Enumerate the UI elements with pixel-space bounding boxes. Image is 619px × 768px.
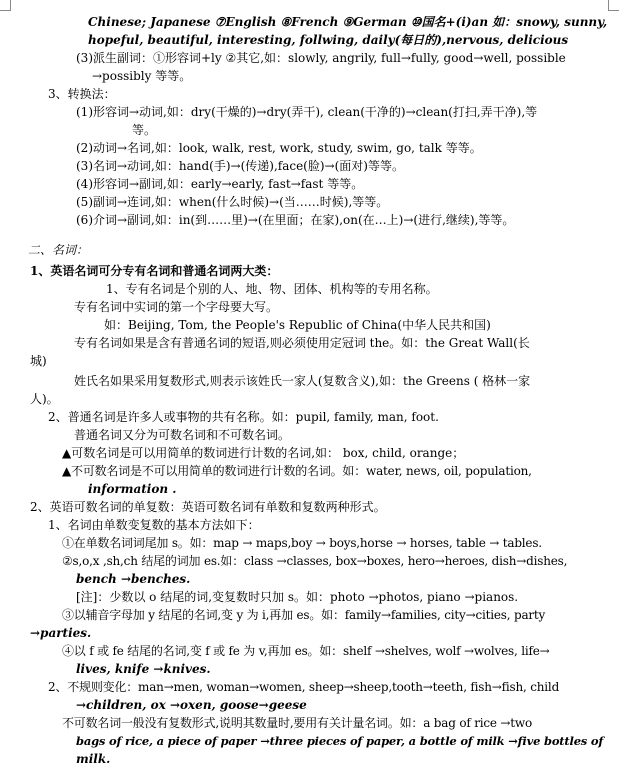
text-line: milk.	[76, 752, 111, 766]
text-line: Chinese; Japanese ⑦English ⑧French ⑨German ⑩国名+(i)an 如：snowy, sunny,	[88, 15, 608, 29]
text-line: 等。	[132, 123, 157, 137]
text-line: (2)动词→名词,如：look, walk, rest, work, study, swim, go, talk 等等。	[76, 141, 482, 155]
text-line: 普通名词又分为可数名词和不可数名词。	[74, 428, 291, 442]
text-line: 专有名词中实词的第一个字母要大写。	[74, 300, 279, 314]
text-line: information .	[88, 482, 177, 496]
section-heading-nouns: 二、名词：	[28, 243, 89, 257]
subheading: 1、英语名词可分专有名词和普通名词两大类：	[30, 264, 279, 278]
text-line: 1、名词由单数变复数的基本方法如下：	[48, 518, 260, 532]
text-line: 2、不规则变化：man→men, woman→women, sheep→sheep,tooth→teeth, fish→fish, child	[48, 680, 560, 694]
text-line: 不可数名词一般没有复数形式,说明其数量时,要用有关计量名词。如：a bag of rice →two	[62, 716, 532, 730]
text-line: →parties.	[30, 626, 92, 640]
text-line: →children, ox →oxen, goose→geese	[76, 698, 307, 712]
text-line: 城)	[30, 354, 47, 368]
text-line: ②s,o,x ,sh,ch 结尾的词加 es.如：class →classes, box→boxes, hero→heroes, dish→dishes,	[62, 554, 568, 568]
text-line: 如：Beijing, Tom, the People's Republic of China(中华人民共和国)	[104, 318, 491, 332]
text-line: ▲可数名词是可以用简单的数词进行计数的名词,如： box, child, orange；	[62, 446, 465, 460]
text-line: 姓氏名如果采用复数形式,则表示该姓氏一家人(复数含义),如：the Greens ( 格林一家	[74, 374, 531, 388]
text-line: 人)。	[30, 392, 59, 406]
text-line: (3)派生副词：①形容词+ly ②其它,如：slowly, angrily, full→fully, good→well, possible	[76, 51, 566, 65]
text-line: 2、普通名词是许多人或事物的共有名称。如：pupil, family, man, foot.	[48, 410, 439, 424]
text-line: ③以辅音字母加 y 结尾的名词,变 y 为 i,再加 es。如：family→families, city→cities, party	[62, 608, 546, 622]
heading-conversion: 3、转换法：	[48, 87, 116, 101]
text-line: (6)介词→副词,如：in(到……里)→(在里面；在家),on(在…上)→(进行,继续),等等。	[76, 213, 515, 227]
text-line: (1)形容词→动词,如：dry(干燥的)→dry(弄干), clean(干净的)→clean(打扫,弄干净),等	[76, 105, 538, 119]
text-line: (5)副词→连词,如：when(什么时候)→(当……时候),等等。	[76, 195, 389, 209]
text-line: (3)名词→动词,如：hand(手)→(传递),face(脸)→(面对)等等。	[76, 159, 404, 173]
text-line: ④以 f 或 fe 结尾的名词,变 f 或 fe 为 v,再加 es。如：shelf →shelves, wolf →wolves, life→	[62, 644, 550, 658]
text-line: →possibly 等等。	[92, 69, 192, 83]
text-line: ▲不可数名词是不可以用简单的数词进行计数的名词。如：water, news, oil, population,	[62, 464, 532, 478]
text-line: hopeful, beautiful, interesting, follwing, daily(每日的),nervous, delicious	[88, 33, 569, 47]
text-line: bench →benches.	[76, 572, 191, 586]
text-line: 专有名词如果是含有普通名词的短语,则必须使用定冠词 the。如：the Great Wall(长	[74, 336, 530, 350]
text-line: [注]：少数以 o 结尾的词,变复数时只加 s。如：photo →photos, piano →pianos.	[76, 590, 519, 604]
text-line: lives, knife →knives.	[76, 662, 211, 676]
text-line: ①在单数名词词尾加 s。如：map → maps,boy → boys,horse → horses, table → tables.	[62, 536, 542, 550]
text-line: (4)形容词→副词,如：early→early, fast→fast 等等。	[76, 177, 364, 191]
subheading: 2、英语可数名词的单复数：英语可数名词有单数和复数两种形式。	[30, 500, 386, 514]
crop-mark-top-right	[608, 0, 619, 11]
text-line: 1、专有名词是个别的人、地、物、团体、机构等的专用名称。	[106, 282, 438, 296]
crop-mark-top-left	[0, 0, 11, 11]
text-line: bags of rice, a piece of paper →three pieces of paper, a bottle of milk →five bottles of	[76, 734, 604, 748]
